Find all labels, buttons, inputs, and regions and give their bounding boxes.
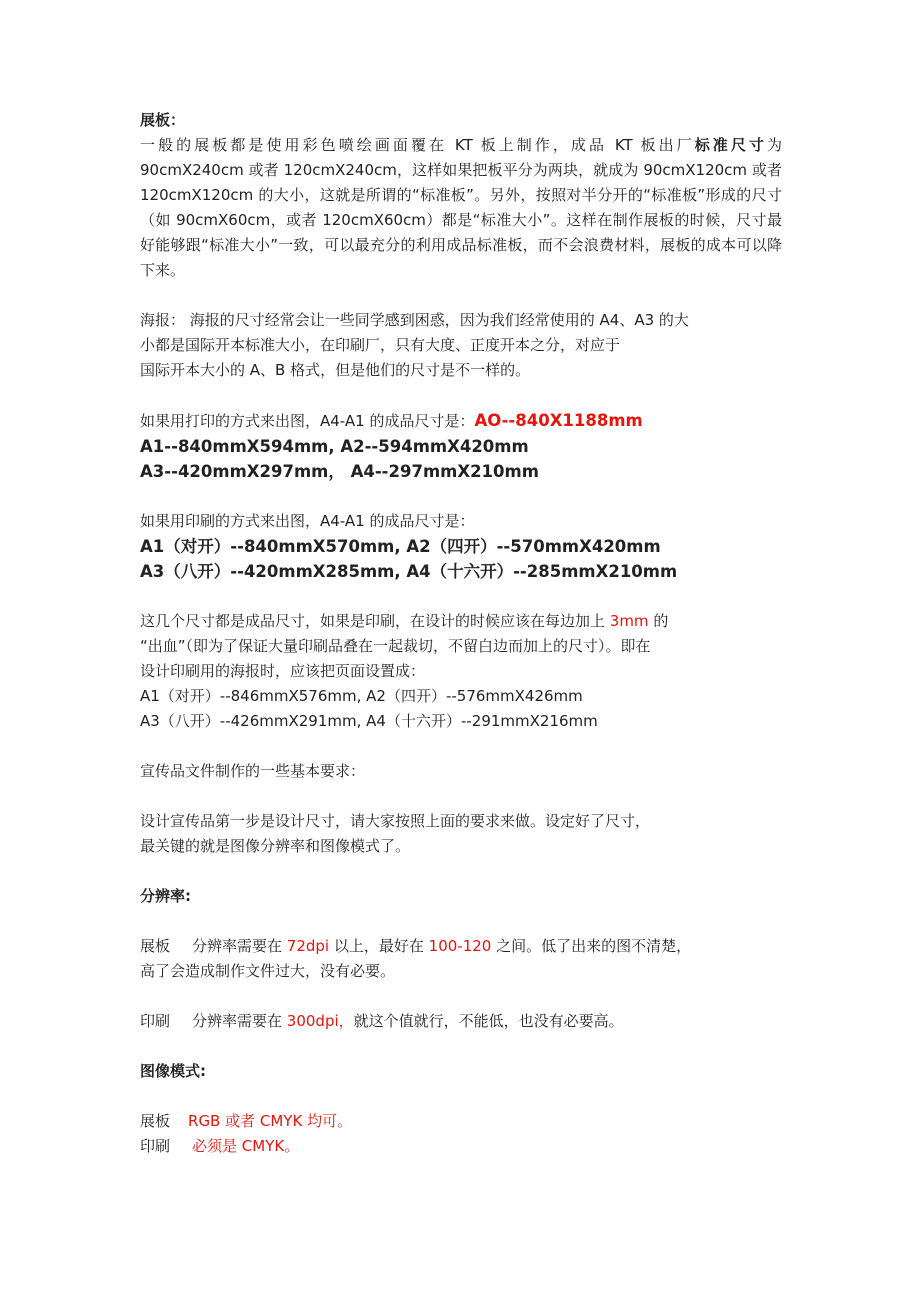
exhibit-text-1: 一般的展板都是使用彩色喷绘画面覆在 KT 板上制作，成品 KT 板出厂	[140, 136, 695, 154]
press-row-2: A3（八开）--420mmX285mm, A4（十六开）--285mmX210mm	[140, 562, 678, 581]
bleed-line-2: “出血”（即为了保证大量印刷品叠在一起裁切，不留白边而加上的尺寸）。即在	[140, 637, 651, 655]
requirements-title: 宣传品文件制作的一些基本要求：	[140, 762, 366, 780]
poster-line-1: 海报： 海报的尺寸经常会让一些同学感到困惑，因为我们经常使用的 A4、A3 的大	[140, 311, 689, 329]
press-row-1: A1（对开）--840mmX570mm, A2（四开）--570mmX420mm	[140, 537, 661, 556]
resolution-board-a: 分辨率需要在	[192, 937, 287, 955]
bleed-3mm: 3mm	[609, 612, 649, 630]
bleed-row-1: A1（对开）--846mmX576mm, A2（四开）--576mmX426mm	[140, 687, 583, 705]
resolution-print-line	[140, 1009, 782, 1034]
image-mode-board-label: 展板	[140, 1112, 171, 1130]
paragraph-exhibit-board	[140, 133, 782, 283]
image-mode-print-value: 必须是 CMYK。	[192, 1137, 300, 1155]
resolution-board-c: 之间。低了出来的图不清楚，	[491, 937, 692, 955]
heading-resolution: 分辨率:	[140, 887, 191, 905]
print-row-2: A3--420mmX297mm， A4--297mmX210mm	[140, 462, 539, 481]
resolution-print-label: 印刷	[140, 1012, 171, 1030]
document-page	[140, 108, 782, 1159]
resolution-board-label: 展板	[140, 937, 171, 955]
exhibit-text-bold: 标准尺寸	[694, 136, 767, 154]
image-mode-board-value: RGB 或者 CMYK 均可。	[188, 1112, 353, 1130]
exhibit-text-2: 为 90cmX240cm 或者 120cmX240cm，这样如果把板平分为两块，就成为 90cmX120cm 或者 120cmX120cm 的大小，这就是所谓的“标准板”。另外，按照对半分开的“标准板”形成的尺寸（如 90cmX60cm，或者 120cmX60cm）都是“标准大小”。这样在制作展板的时候，尺寸最好能够跟“标准大小”一致，可以最充分的利用成品标准板，而不会浪费材料，展板的成本可以降下来。	[140, 136, 782, 279]
resolution-print-a: 分辨率需要在	[192, 1012, 287, 1030]
bleed-line-1	[140, 609, 782, 634]
print-intro-text: 如果用打印的方式来出图，A4-A1 的成品尺寸是：	[140, 412, 475, 430]
resolution-100-120: 100-120	[428, 937, 492, 955]
requirements-line-1: 设计宣传品第一步是设计尺寸，请大家按照上面的要求来做。设定好了尺寸，	[140, 812, 651, 830]
print-intro	[140, 408, 782, 434]
bleed-text-a: 这几个尺寸都是成品尺寸，如果是印刷，在设计的时候应该在每边加上	[140, 612, 610, 630]
poster-line-2: 小都是国际开本标准大小，在印刷厂，只有大度、正度开本之分，对应于	[140, 336, 621, 354]
press-intro: 如果用印刷的方式来出图，A4-A1 的成品尺寸是：	[140, 512, 475, 530]
heading-image-mode: 图像模式:	[140, 1062, 206, 1080]
resolution-72dpi: 72dpi	[286, 937, 330, 955]
a0-size: AO--840X1188mm	[474, 411, 643, 430]
resolution-300dpi-punct: ，	[338, 1012, 354, 1030]
bleed-line-3: 设计印刷用的海报时，应该把页面设置成：	[140, 662, 426, 680]
image-mode-print-line	[140, 1134, 782, 1159]
poster-line-3: 国际开本大小的 A、B 格式，但是他们的尺寸是不一样的。	[140, 361, 531, 379]
resolution-print-b: 就这个值就行，不能低，也没有必要高。	[353, 1012, 624, 1030]
resolution-board-line	[140, 934, 782, 959]
resolution-300dpi: 300dpi	[286, 1012, 339, 1030]
bleed-row-2: A3（八开）--426mmX291mm, A4（十六开）--291mmX216mm	[140, 712, 598, 730]
requirements-line-2: 最关键的就是图像分辨率和图像模式了。	[140, 837, 411, 855]
image-mode-print-label: 印刷	[140, 1137, 171, 1155]
heading-exhibit-board: 展板：	[140, 111, 186, 129]
image-mode-board-line	[140, 1109, 782, 1134]
resolution-board-b: 以上，最好在	[329, 937, 429, 955]
resolution-board-line-2: 高了会造成制作文件过大，没有必要。	[140, 962, 396, 980]
print-row-1: A1--840mmX594mm, A2--594mmX420mm	[140, 437, 529, 456]
bleed-text-b: 的	[648, 612, 669, 630]
